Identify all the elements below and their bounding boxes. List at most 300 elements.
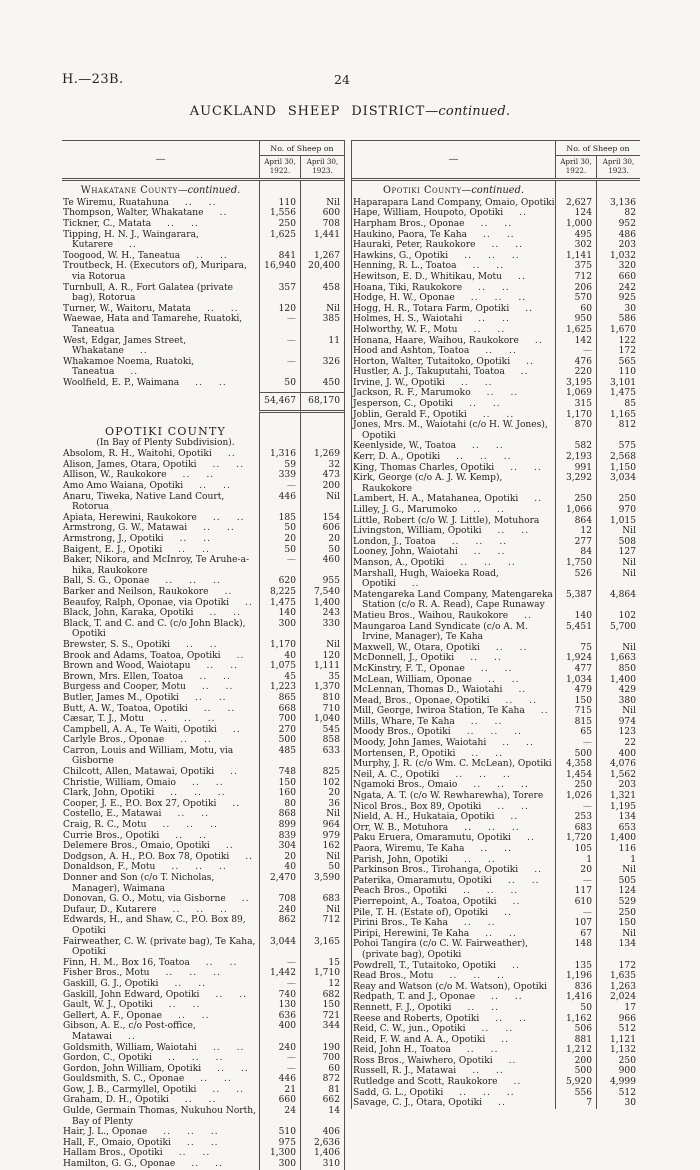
dot-leader: .. xyxy=(219,208,228,219)
dot-leader: .. xyxy=(529,695,538,706)
dot-leader: .. xyxy=(505,695,514,706)
dot-leader: .. xyxy=(199,830,207,841)
sheep-count-1923: 81 xyxy=(300,1085,344,1096)
sheep-count-1922: 140 xyxy=(555,611,596,622)
sheep-count-1922: 700 xyxy=(259,714,300,725)
owner-name-text: Little, Robert (c/o W. J. Little), Motuhora xyxy=(353,515,540,526)
sheep-count-1922: 1,454 xyxy=(555,770,596,781)
dot-leader: .. xyxy=(494,293,503,304)
sheep-count-1923: 1,406 xyxy=(300,1148,344,1159)
owner-name xyxy=(352,664,555,675)
owner-name-text: Troutbeck, H. (Executors of), Muripara, via Rotorua xyxy=(63,261,247,282)
sheep-count-1922: 7 xyxy=(555,1098,596,1109)
sheep-count-1923: Nil xyxy=(300,492,344,513)
sheep-count-1923: 1,475 xyxy=(596,388,640,399)
owner-name-text: Ngamoki Bros., Omaio xyxy=(353,780,458,791)
dot-leader: .. xyxy=(190,218,199,229)
sheep-count-1922: 375 xyxy=(555,261,596,272)
dot-leader: .. xyxy=(495,1066,504,1077)
owner-name-text: Marshall, Hugh, Waioeka Road, Opotiki xyxy=(353,568,499,590)
sheep-count-1922: 477 xyxy=(555,664,596,675)
sheep-count-1923: 1,150 xyxy=(596,463,640,474)
owner-name-text: Chilcott, Allen, Matawai, Opotiki xyxy=(63,767,215,778)
sheep-count-1922: 500 xyxy=(555,749,596,760)
dot-leader: .. xyxy=(479,769,487,780)
owner-name-text: Black, John, Karaka, Opotiki xyxy=(63,608,194,619)
owner-name xyxy=(352,844,555,855)
sheep-count-1922: — xyxy=(259,958,300,969)
sheep-count-1923: 243 xyxy=(300,608,344,619)
sheep-count-1922: 740 xyxy=(259,990,300,1001)
owner-name xyxy=(352,283,555,294)
dot-leader: .. xyxy=(223,481,231,492)
owner-name xyxy=(352,1056,555,1067)
owner-name-text: Baigent, E. J., Opotiki xyxy=(63,544,163,555)
column-rule xyxy=(300,420,344,449)
sheep-count-1922: — xyxy=(259,357,300,378)
owner-name xyxy=(352,749,555,760)
sheep-count-1923: 400 xyxy=(596,749,640,760)
dot-leader: .. xyxy=(511,250,520,261)
sheep-count-1923: Nil xyxy=(596,569,640,590)
sheep-count-1922: — xyxy=(555,346,596,357)
dot-leader: .. xyxy=(220,250,228,261)
sheep-count-1922: 485 xyxy=(259,746,300,767)
owner-name-text: Henning, R. L., Toatoa xyxy=(353,261,457,272)
sheep-count-1922: 446 xyxy=(259,492,300,513)
owner-name-text: Black, T. and C. and C. (c/o John Black), Opotiki xyxy=(63,618,246,640)
sheep-count-1923: 1,400 xyxy=(596,675,640,686)
sheep-count-1923: 1,400 xyxy=(596,833,640,844)
sheep-count-1923: 1,267 xyxy=(300,251,344,262)
sheep-count-1923: 102 xyxy=(596,611,640,622)
owner-name-text: Powdrell, T., Tutaitoko, Opotiki xyxy=(353,960,497,971)
sheep-count-1923: 429 xyxy=(596,685,640,696)
owner-name xyxy=(352,770,555,781)
sheep-count-1923: 330 xyxy=(300,619,344,640)
dot-leader: .. xyxy=(510,462,519,473)
sheep-count-1922: 250 xyxy=(259,219,300,230)
sheep-count-1922: 120 xyxy=(259,304,300,315)
dot-leader: .. xyxy=(487,854,496,865)
column-rule xyxy=(300,181,344,198)
sheep-count-1922: 570 xyxy=(555,293,596,304)
sheep-count-1922: — xyxy=(259,979,300,990)
owner-name-text: Turnbull, A. R., Fort Galatea (private bag), Rotorua xyxy=(63,282,234,304)
owner-name-text: Jones, Mrs. M., Waiotahi (c/o H. W. Jones), Opotiki xyxy=(353,420,548,441)
dot-leader: .. xyxy=(451,536,460,547)
sheep-count-1923: 508 xyxy=(596,537,640,548)
owner-name-text: Reay and Watson (c/o M. Watson), Opotiki xyxy=(353,981,548,992)
owner-name-text: Allison, W., Raukokore xyxy=(63,470,167,481)
owner-name-text: Mill, George, Iwiroa Station, Te Kaha xyxy=(353,706,525,717)
dot-leader: .. xyxy=(201,682,210,693)
sheep-count-1922: — xyxy=(259,1064,300,1075)
sheep-count-1923: 952 xyxy=(596,219,640,230)
sheep-count-1923: 1,562 xyxy=(596,770,640,781)
sheep-count-1923: 512 xyxy=(596,1088,640,1099)
sheep-count-1922: 660 xyxy=(259,1095,300,1106)
owner-name xyxy=(62,661,259,672)
dot-leader: .. xyxy=(200,1074,209,1085)
owner-name-text: Butler, James M., Opotiki xyxy=(63,692,179,703)
sheep-count-1923: 974 xyxy=(596,717,640,728)
sheep-count-1923: 586 xyxy=(596,314,640,325)
sheep-count-1923: 1,710 xyxy=(300,968,344,979)
owner-name-text: Haparapara Land Company, Omaio, Opotiki xyxy=(353,197,555,208)
sheep-count-1922: 20 xyxy=(259,852,300,863)
dot-leader: .. xyxy=(519,1013,527,1024)
dot-leader: .. xyxy=(498,1098,506,1109)
owner-name xyxy=(352,304,555,315)
sheep-count-1923: 124 xyxy=(596,886,640,897)
dot-leader: .. xyxy=(223,671,231,682)
dot-leader: .. xyxy=(456,452,464,463)
owner-name xyxy=(62,1021,259,1042)
owner-name xyxy=(352,1045,555,1056)
column-rule xyxy=(596,181,640,198)
dot-leader: .. xyxy=(464,822,473,833)
owner-name xyxy=(62,261,259,282)
dot-leader: .. xyxy=(497,801,506,812)
dot-leader: .. xyxy=(178,1148,187,1159)
owner-name-text: Edwards, H., and Shaw, C., P.O. Box 89, Opotiki xyxy=(63,915,246,936)
sheep-count-1922: 1,416 xyxy=(555,992,596,1003)
page-title xyxy=(0,104,700,119)
dot-leader: .. xyxy=(186,1137,195,1148)
owner-name xyxy=(352,675,555,686)
sheep-count-1922: 868 xyxy=(259,809,300,820)
sheep-count-1922: 1 xyxy=(555,855,596,866)
sheep-count-1923: 682 xyxy=(300,990,344,1001)
sheep-count-1922: 479 xyxy=(555,685,596,696)
sheep-count-1922: 135 xyxy=(555,961,596,972)
owner-name xyxy=(352,865,555,876)
dot-leader: .. xyxy=(239,989,248,1000)
owner-name xyxy=(62,1011,259,1022)
owner-name xyxy=(62,1064,259,1075)
owner-name xyxy=(352,961,555,972)
dot-leader: .. xyxy=(501,1034,510,1045)
sheep-count-1922: — xyxy=(555,802,596,813)
owner-name-text: Gulde, Germain Thomas, Nukuhou North, Bay of Plenty xyxy=(63,1106,257,1127)
dot-leader: .. xyxy=(174,978,183,989)
owner-name-text: Alison, James, Otara, Opotiki xyxy=(63,459,197,470)
dot-leader: .. xyxy=(201,809,210,820)
sheep-count-1922: 250 xyxy=(555,494,596,505)
sheep-count-1923: 15 xyxy=(300,958,344,969)
owner-name xyxy=(62,831,259,842)
sheep-count-1922: — xyxy=(555,876,596,887)
dot-leader: .. xyxy=(240,1063,249,1074)
owner-name-text: Fairweather, C. W. (private bag), Te Kaha, Opotiki xyxy=(63,936,256,958)
sheep-count-1922: 841 xyxy=(259,251,300,262)
owner-name xyxy=(62,937,259,958)
dot-leader: .. xyxy=(508,1055,517,1066)
owner-name xyxy=(62,587,259,598)
owner-name-text: Burgess and Cooper, Motu xyxy=(63,682,186,693)
owner-name xyxy=(62,894,259,905)
owner-name xyxy=(352,992,555,1003)
owner-name xyxy=(352,261,555,272)
owner-name xyxy=(62,1159,259,1170)
sheep-count-1923: 1,121 xyxy=(596,1035,640,1046)
sheep-count-1923: 1,441 xyxy=(300,230,344,251)
sheep-count-1922: 84 xyxy=(555,547,596,558)
sheep-count-1923: 708 xyxy=(300,219,344,230)
owner-name-text: Rennett, F. J., Opotiki xyxy=(353,1002,452,1013)
county-heading xyxy=(352,181,555,198)
dot-leader: .. xyxy=(491,240,500,251)
owner-name-text: Maxwell, W., Otara, Opotiki xyxy=(353,642,480,653)
owner-name-text: Delemere Bros., Omaio, Opotiki xyxy=(63,841,210,852)
sheep-count-1923: 123 xyxy=(596,727,640,738)
dot-leader: .. xyxy=(511,822,520,833)
owner-name-text: McLennan, Thomas D., Waiotahi xyxy=(353,685,503,696)
owner-name xyxy=(352,653,555,664)
owner-name-text: Costello, E., Matawai xyxy=(63,809,162,820)
owner-name xyxy=(62,576,259,587)
owner-name xyxy=(352,516,555,527)
dot-leader: .. xyxy=(236,512,245,523)
owner-name-text: Campbell, A. A., Te Waiti, Opotiki xyxy=(63,724,217,735)
sheep-count-1923: 2,024 xyxy=(596,992,640,1003)
dot-leader: .. xyxy=(168,1000,177,1011)
dot-leader: .. xyxy=(525,303,534,314)
dot-leader: .. xyxy=(168,1053,176,1064)
owner-name-text: Gaskill, John Edward, Opotiki xyxy=(63,989,200,1000)
owner-name-text: Livingston, William, Opotiki xyxy=(353,526,482,537)
dot-leader: .. xyxy=(230,767,238,778)
dot-leader: .. xyxy=(466,727,475,738)
dot-leader: .. xyxy=(506,1087,515,1098)
sheep-count-1922: 610 xyxy=(555,897,596,908)
sheep-count-1922: 620 xyxy=(259,576,300,587)
sheep-count-1923: 203 xyxy=(596,780,640,791)
owner-name xyxy=(352,717,555,728)
continued-label: —continued. xyxy=(461,185,524,197)
owner-name-text: Neil, A. C., Opotiki xyxy=(353,769,440,780)
owner-name xyxy=(352,346,555,357)
sheep-count-1922: 240 xyxy=(259,905,300,916)
dot-leader: .. xyxy=(236,1084,245,1095)
owner-name-text: Hall, F., Omaio, Opotiki xyxy=(63,1137,171,1148)
owner-name xyxy=(352,399,555,410)
owner-name xyxy=(62,746,259,767)
owner-name-text: Haukino, Paora, Te Kaha xyxy=(353,229,468,240)
dot-leader: .. xyxy=(480,663,489,674)
sheep-count-1922: 1,442 xyxy=(259,968,300,979)
dot-leader: .. xyxy=(473,971,482,982)
owner-name xyxy=(352,727,555,738)
sheep-count-1923: 460 xyxy=(300,555,344,576)
sheep-count-1922: 185 xyxy=(259,513,300,524)
dot-leader: .. xyxy=(473,505,482,515)
right-table-header xyxy=(352,141,640,181)
dot-leader: .. xyxy=(486,388,495,399)
dot-leader: .. xyxy=(526,356,534,367)
owner-name-text: King, Thomas Charles, Opotiki xyxy=(353,462,495,473)
owner-name-text: London, J., Toatoa xyxy=(353,536,436,547)
sheep-count-1923: 1,111 xyxy=(300,661,344,672)
owner-name xyxy=(62,915,259,936)
dot-leader: .. xyxy=(502,314,510,325)
page-title-main: AUCKLAND SHEEP DISTRICT xyxy=(189,104,426,119)
sheep-count-1922: 500 xyxy=(259,735,300,746)
dot-leader: .. xyxy=(191,1159,200,1170)
sheep-count-1922: 446 xyxy=(259,1074,300,1085)
sheep-count-1923: 966 xyxy=(596,1014,640,1025)
dot-leader: .. xyxy=(196,250,204,261)
dot-leader: .. xyxy=(481,1024,490,1035)
sheep-count-1922: 865 xyxy=(259,693,300,704)
owner-name xyxy=(62,230,259,251)
sheep-count-1923: 242 xyxy=(596,283,640,294)
owner-name-text: Paku Eruera, Omaramutu, Opotiki xyxy=(353,833,511,844)
sheep-count-1922: 220 xyxy=(555,367,596,378)
owner-name xyxy=(352,208,555,219)
county-name: Opotiki County xyxy=(383,185,462,197)
sheep-count-1922: 1,034 xyxy=(555,675,596,686)
sheep-count-1923: 4,864 xyxy=(596,590,640,611)
sheep-count-1923: 3,590 xyxy=(300,873,344,894)
owner-name xyxy=(62,979,259,990)
sheep-count-1923: 172 xyxy=(596,346,640,357)
sheep-count-1922: 130 xyxy=(259,1000,300,1011)
owner-name-text: Clark, John, Opotiki xyxy=(63,788,155,799)
dot-leader: .. xyxy=(208,1095,217,1106)
sheep-count-1923: 14 xyxy=(300,1106,344,1127)
dot-leader: .. xyxy=(213,576,221,587)
sheep-count-1923: Nil xyxy=(596,558,640,569)
sheep-count-1922: 304 xyxy=(259,841,300,852)
owner-name xyxy=(352,325,555,336)
sheep-count-1923: 5,700 xyxy=(596,622,640,643)
dot-leader: .. xyxy=(470,716,479,727)
owner-name xyxy=(352,410,555,421)
sheep-count-1923: 150 xyxy=(596,918,640,929)
dot-leader: .. xyxy=(212,1084,221,1095)
owner-name-text: Read Bros., Motu xyxy=(353,971,434,982)
sheep-count-1922: 105 xyxy=(555,844,596,855)
sheep-count-1923: 633 xyxy=(300,746,344,767)
owner-name xyxy=(352,590,555,611)
dot-leader: .. xyxy=(196,904,205,915)
sheep-count-1923: 970 xyxy=(596,505,640,516)
dot-leader: .. xyxy=(220,904,228,915)
owner-name xyxy=(62,704,259,715)
dot-leader: .. xyxy=(189,968,198,979)
owner-name-text: Pile, T. H. (Estate of), Opotiki xyxy=(353,907,489,918)
county-subdivision: (In Bay of Plenty Subdivision). xyxy=(96,437,235,448)
dot-leader: .. xyxy=(531,875,540,886)
owner-name-text: Hodge, H. W., Oponae xyxy=(353,293,455,304)
dot-leader: .. xyxy=(212,459,221,470)
sheep-count-1923: 1,040 xyxy=(300,714,344,725)
sheep-count-1922: 300 xyxy=(259,1159,300,1170)
owner-name-text: Hood and Ashton, Toatoa xyxy=(353,346,470,357)
sheep-count-1923: 385 xyxy=(300,314,344,335)
owner-name-text: Gow, J. B., Carmyllel, Opotiki xyxy=(63,1084,197,1095)
owner-name xyxy=(62,873,259,894)
page-title-continued: —continued. xyxy=(425,104,511,119)
totals-spacer xyxy=(62,392,259,413)
dot-leader: .. xyxy=(497,547,506,558)
owner-name xyxy=(352,1066,555,1077)
owner-name-text: Pierrepoint, A., Toatoa, Opotiki xyxy=(353,896,497,907)
owner-name xyxy=(62,682,259,693)
owner-name-text: Hair, J. L., Oponae xyxy=(63,1127,148,1138)
sheep-count-1923: Nil xyxy=(596,706,640,717)
sheep-count-1923: 20 xyxy=(300,788,344,799)
sheep-count-1922: 668 xyxy=(259,704,300,715)
dot-leader: .. xyxy=(482,409,491,420)
column-header-1922: April 30, 1922. xyxy=(259,156,300,178)
sheep-count-1923: 545 xyxy=(300,725,344,736)
sheep-count-1922: 45 xyxy=(259,672,300,683)
owner-name-text: Donner and Son (c/o T. Nicholas, Manager), Waimana xyxy=(63,873,215,894)
owner-name xyxy=(352,918,555,929)
owner-name-text: Armstrong, G. W., Matawai xyxy=(63,523,188,534)
sheep-count-1923: 162 xyxy=(300,841,344,852)
sheep-count-1922: 500 xyxy=(555,1066,596,1077)
dot-leader: .. xyxy=(199,671,208,682)
owner-name-text: Ngata, A. T. (c/o W. Rewharewha), Torere xyxy=(353,791,544,802)
dot-leader: .. xyxy=(491,1002,500,1013)
sheep-count-1923: 812 xyxy=(596,420,640,441)
sheep-count-1922: 1,212 xyxy=(555,1045,596,1056)
sheep-count-1923: 486 xyxy=(596,230,640,241)
sheep-count-1923: 406 xyxy=(300,1127,344,1138)
sheep-count-1923: 154 xyxy=(300,513,344,524)
sheep-count-1922: 881 xyxy=(555,1035,596,1046)
sheep-count-1923: 35 xyxy=(300,672,344,683)
dot-leader: .. xyxy=(484,377,493,388)
dot-leader: .. xyxy=(473,780,482,791)
sheep-count-1923: 810 xyxy=(300,693,344,704)
dot-leader: .. xyxy=(484,557,492,568)
owner-name xyxy=(352,971,555,982)
dot-leader: .. xyxy=(184,1095,193,1106)
sheep-count-1923: 203 xyxy=(596,240,640,251)
sheep-count-1922: 240 xyxy=(259,1043,300,1054)
sheep-count-1923: Nil xyxy=(300,198,344,209)
dot-leader: .. xyxy=(486,886,495,897)
sheep-count-1923: 1,635 xyxy=(596,971,640,982)
dot-leader: .. xyxy=(212,512,221,523)
dot-leader: .. xyxy=(520,780,529,791)
dot-leader: .. xyxy=(466,1045,475,1056)
dot-leader: .. xyxy=(483,1087,491,1098)
dot-leader: .. xyxy=(534,865,542,876)
owner-name-text: Ball, S. G., Oponae xyxy=(63,576,150,587)
owner-name-text: Graham, D. H., Opotiki xyxy=(63,1095,169,1106)
dot-leader: .. xyxy=(184,197,193,208)
dot-leader: .. xyxy=(245,597,253,608)
right-table-body xyxy=(352,181,640,1109)
sheep-count-1922: 50 xyxy=(259,523,300,534)
sheep-count-1923: 3,136 xyxy=(596,198,640,209)
sheep-count-1923: Nil xyxy=(300,852,344,863)
sheep-count-1923: 710 xyxy=(300,704,344,715)
sheep-count-1922: 110 xyxy=(259,198,300,209)
dot-leader: .. xyxy=(497,971,505,982)
owner-name xyxy=(352,876,555,887)
owner-name-text: Amo Amo Waiana, Opotiki xyxy=(63,481,184,492)
dot-leader: .. xyxy=(236,459,245,470)
sheep-count-1923: 250 xyxy=(596,908,640,919)
owner-name-text: Murphy, J. R. (c/o Wm. C. McLean), Opotiki xyxy=(353,759,552,770)
